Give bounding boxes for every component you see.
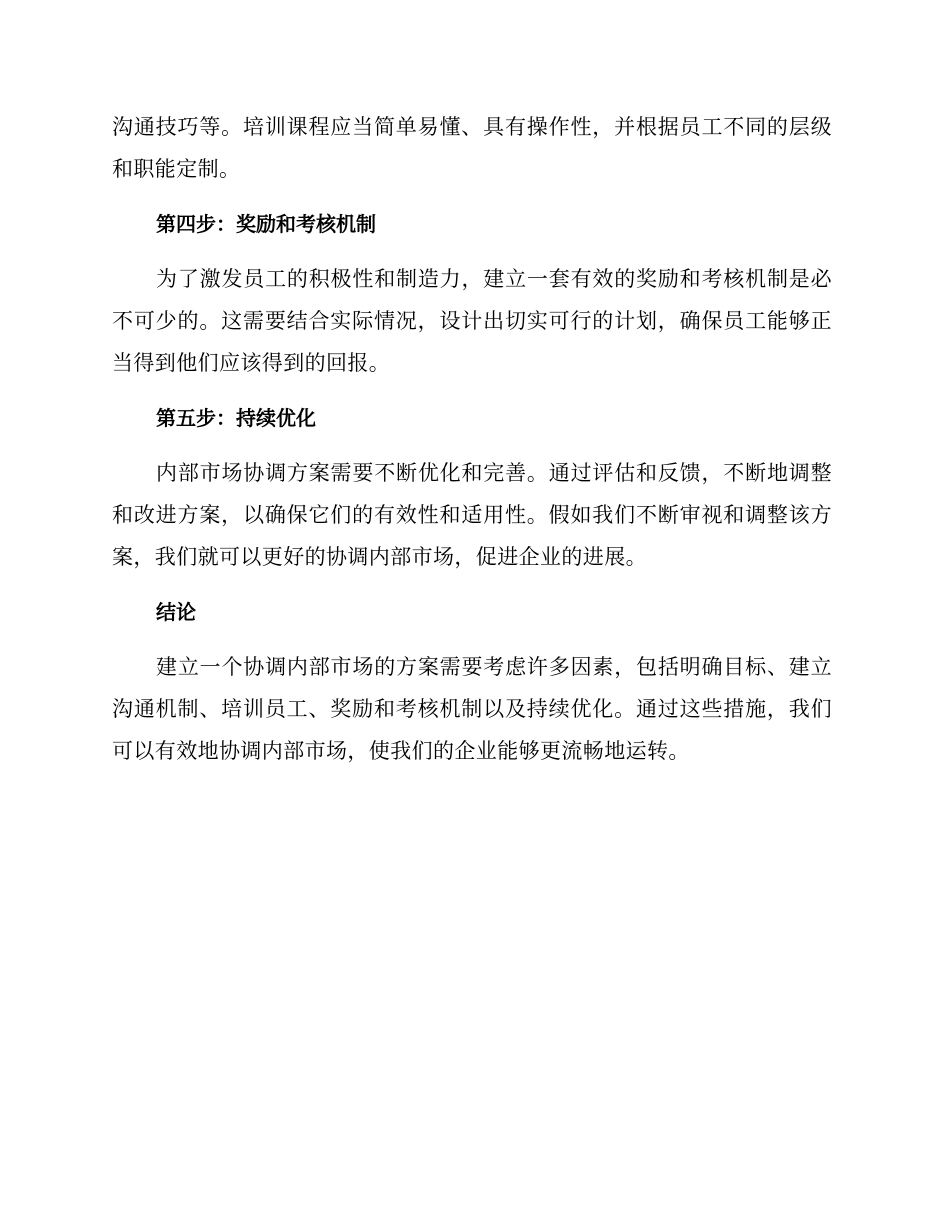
heading-conclusion: 结论	[156, 600, 196, 624]
document-body	[112, 106, 832, 772]
paragraph-conclusion: 建立一个协调内部市场的方案需要考虑许多因素，包括明确目标、建立沟通机制、培训员工、奖励和考核机制以及持续优化。通过这些措施，我们可以有效地协调内部市场，使我们的企业能够更流畅地运转。	[112, 655, 832, 763]
paragraph-optimization: 内部市场协调方案需要不断优化和完善。通过评估和反馈，不断地调整和改进方案，以确保它们的有效性和适用性。假如我们不断审视和调整该方案，我们就可以更好的协调内部市场，促进企业的进展。	[112, 461, 832, 569]
paragraph-rewards: 为了激发员工的积极性和制造力，建立一套有效的奖励和考核机制是必不可少的。这需要结合实际情况，设计出切实可行的计划，确保员工能够正当得到他们应该得到的回报。	[112, 267, 832, 375]
heading-step-four: 第四步：奖励和考核机制	[156, 212, 376, 236]
heading-step-five: 第五步：持续优化	[156, 406, 316, 430]
paragraph-training-continued: 沟通技巧等。培训课程应当简单易懂、具有操作性，并根据员工不同的层级和职能定制。	[112, 115, 832, 181]
